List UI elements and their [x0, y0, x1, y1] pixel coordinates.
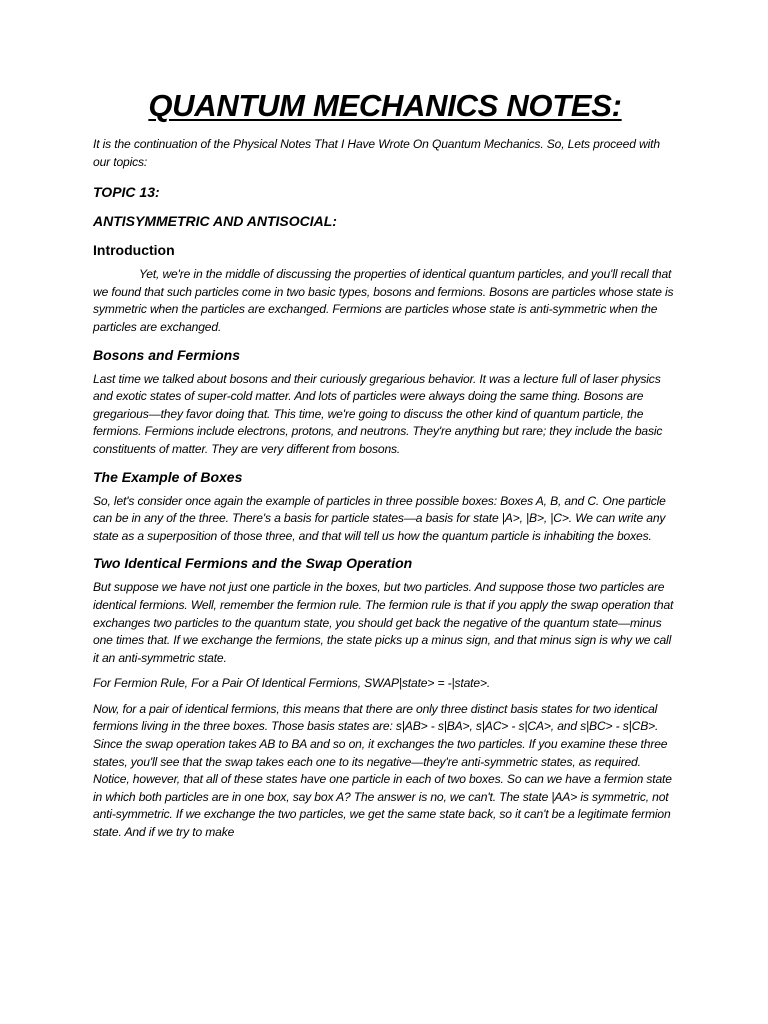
topic-number: TOPIC 13: [93, 184, 160, 201]
bosons-fermions-paragraph: Last time we talked about bosons and their curiously gregarious behavior. It was a lecture full of laser physics and exotic states of super-cold matter. And lots of particles were always doing the same thing. Bosons are gregarious—they favor doing that. This time, we're going to discuss the other kind of quantum particle, the fermions. Fermions include electrons, protons, and neutrons. They're anything but rare; they include the basic constituents of matter. They are very different from bosons. [93, 371, 663, 456]
example-boxes-paragraph: So, let's consider once again the example of particles in three possible boxes: Boxes A, B, and C. One particle can be in any of the three. There's a basis for particle states—a basis for state |A>, |B>, |C>. We can write any state as a superposition of those three, and that will tell us how the quantum particle is inhabiting the boxes. [93, 493, 666, 543]
swap-paragraph-2: Now, for a pair of identical fermions, this means that there are only three distinct basis states for two identical fermions living in the three boxes. Those basis states are: s|AB> - s|BA>, s|AC> - s|CA>, and s|BC> - s|CB>. Since the swap operation takes AB to BA and so on, it exchanges the two particles. If you examine these three states, you'll see that the swap takes each one to its negative—they're anti-symmetric states, as required. Notice, however, that all of these states have one particle in each of two boxes. So can we have a fermion state in which both particles are in one box, say box A? The answer is no, we can't. The state |AA> is symmetric, not anti-symmetric. If we exchange the two particles, we get the same state back, so it can't be a legitimate fermion state. And if we try to make [93, 701, 672, 840]
section-heading-bosons-fermions: Bosons and Fermions [93, 346, 241, 363]
fermion-rule-paragraph: For Fermion Rule, For a Pair Of Identical Fermions, SWAP|state> = -|state>. [93, 676, 491, 691]
swap-paragraph-1: But suppose we have not just one particle in the boxes, but two particles. And suppose those two particles are identical fermions. Well, remember the fermion rule. The fermion rule is that if you apply the swap operation that exchanges two particles to the quantum state, you should get back the negative of the quantum state—minus one times that. If we exchange the fermions, the state picks up a minus sign, and that minus sign is why we call it an anti-symmetric state. [93, 580, 674, 665]
introduction-paragraph: Yet, we're in the middle of discussing the properties of identical quantum particles, and you'll recall that we found that such particles come in two basic types, bosons and fermions. Bosons are particles whose state is symmetric when the particles are exchanged. Fermions are particles whose state is anti-symmetric when the particles are exchanged. [93, 267, 674, 334]
section-heading-example-boxes: The Example of Boxes [93, 468, 243, 485]
page-title: QUANTUM MECHANICS NOTES: [148, 88, 622, 123]
section-heading-swap-operation: Two Identical Fermions and the Swap Operation [93, 555, 413, 572]
intro-paragraph: It is the continuation of the Physical Notes That I Have Wrote On Quantum Mechanics. So, Lets proceed with our topics: [93, 137, 660, 169]
topic-title: ANTISYMMETRIC AND ANTISOCIAL: [93, 213, 337, 230]
section-heading-introduction: Introduction [93, 242, 175, 259]
document-page [93, 88, 677, 850]
